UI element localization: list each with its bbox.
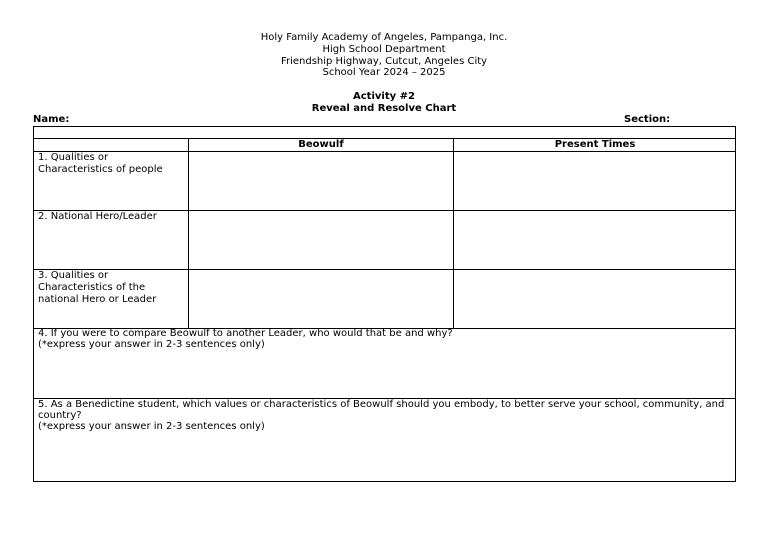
answer-cell-beowulf-1[interactable]	[189, 152, 453, 210]
reveal-resolve-table	[33, 126, 736, 482]
department-name: High School Department	[322, 43, 446, 55]
activity-heading	[0, 91, 768, 115]
question-5	[38, 400, 732, 432]
answer-cell-present-3[interactable]	[454, 270, 736, 328]
row-label-hero-qualities: 3. Qualities or Characteristics of the national Hero or Leader	[38, 270, 157, 305]
question-4	[38, 329, 732, 351]
school-address: Friendship Highway, Cutcut, Angeles City	[280, 55, 488, 67]
column-header-beowulf: Beowulf	[298, 139, 344, 150]
activity-title: Reveal and Resolve Chart	[311, 102, 457, 114]
row-label-national-hero: 2. National Hero/Leader	[38, 211, 157, 222]
activity-number: Activity #2	[353, 91, 415, 102]
school-year: School Year 2024 – 2025	[322, 67, 446, 79]
answer-cell-present-2[interactable]	[454, 211, 736, 269]
school-name: Holy Family Academy of Angeles, Pampanga, Inc.	[260, 32, 508, 43]
question-5-prompt: 5. As a Benedictine student, which values or characteristics of Beowulf should you embody, to better serve your school, community, and country?	[38, 399, 725, 421]
name-label: Name:	[33, 114, 70, 125]
document-header	[0, 32, 768, 79]
row-label-qualities-people: 1. Qualities or Characteristics of people	[38, 152, 163, 175]
answer-cell-present-1[interactable]	[454, 152, 736, 210]
question-4-prompt: 4. If you were to compare Beowulf to another Leader, who would that be and why?	[38, 328, 453, 339]
section-label: Section:	[624, 114, 671, 125]
column-header-present-times: Present Times	[554, 139, 636, 150]
answer-cell-beowulf-3[interactable]	[189, 270, 453, 328]
answer-cell-beowulf-2[interactable]	[189, 211, 453, 269]
question-4-note: (*express your answer in 2-3 sentences only)	[38, 338, 265, 350]
question-5-note: (*express your answer in 2-3 sentences only)	[38, 420, 265, 432]
